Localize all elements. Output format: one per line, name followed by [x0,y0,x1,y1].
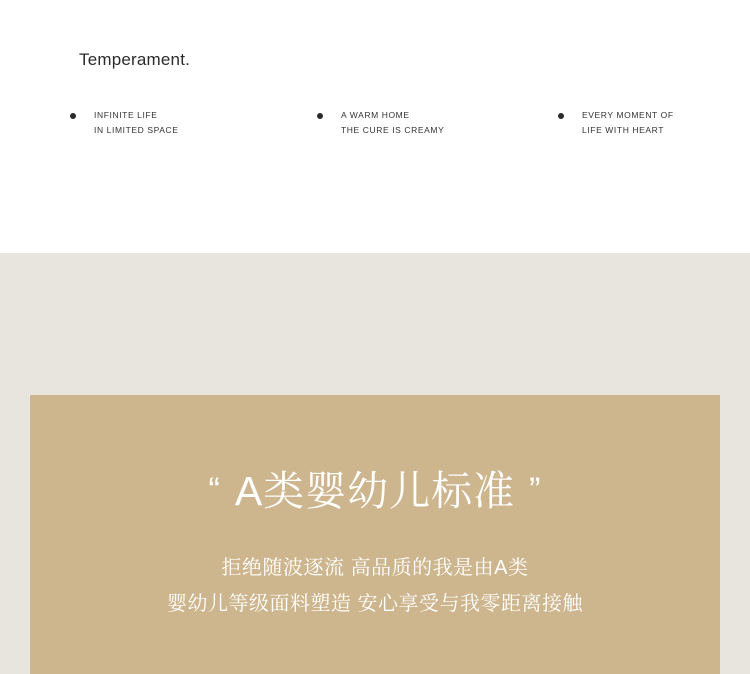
feature-item-2 [317,108,444,138]
page-title: Temperament. [79,50,191,69]
feature-line-1: A WARM HOME [341,110,410,120]
feature-list [0,108,750,148]
standard-card [30,395,720,674]
feature-text-3 [582,108,674,138]
feature-text-2 [341,108,444,138]
feature-item-3 [558,108,674,138]
top-section [0,0,750,253]
bullet-icon [558,113,564,119]
card-subtitle-line-1: 拒绝随波逐流 高品质的我是由A类 [221,557,529,579]
bullet-icon [70,113,76,119]
card-subtitle-line-2: 婴幼儿等级面料塑造 安心享受与我零距离接触 [166,593,584,615]
card-title-text: A类婴幼儿标准 [234,468,516,514]
feature-line-2: LIFE WITH HEART [582,125,665,135]
feature-item-1 [70,108,179,138]
card-title [30,458,720,517]
card-subtitle [30,550,720,622]
quote-close-mark: ” [529,471,542,509]
feature-line-2: IN LIMITED SPACE [94,125,179,135]
feature-line-2: THE CURE IS CREAMY [341,125,445,135]
feature-line-1: EVERY MOMENT OF [582,110,674,120]
bullet-icon [317,113,323,119]
feature-text-1 [94,108,179,138]
feature-line-1: INFINITE LIFE [94,110,158,120]
quote-open-mark: “ [208,471,221,509]
